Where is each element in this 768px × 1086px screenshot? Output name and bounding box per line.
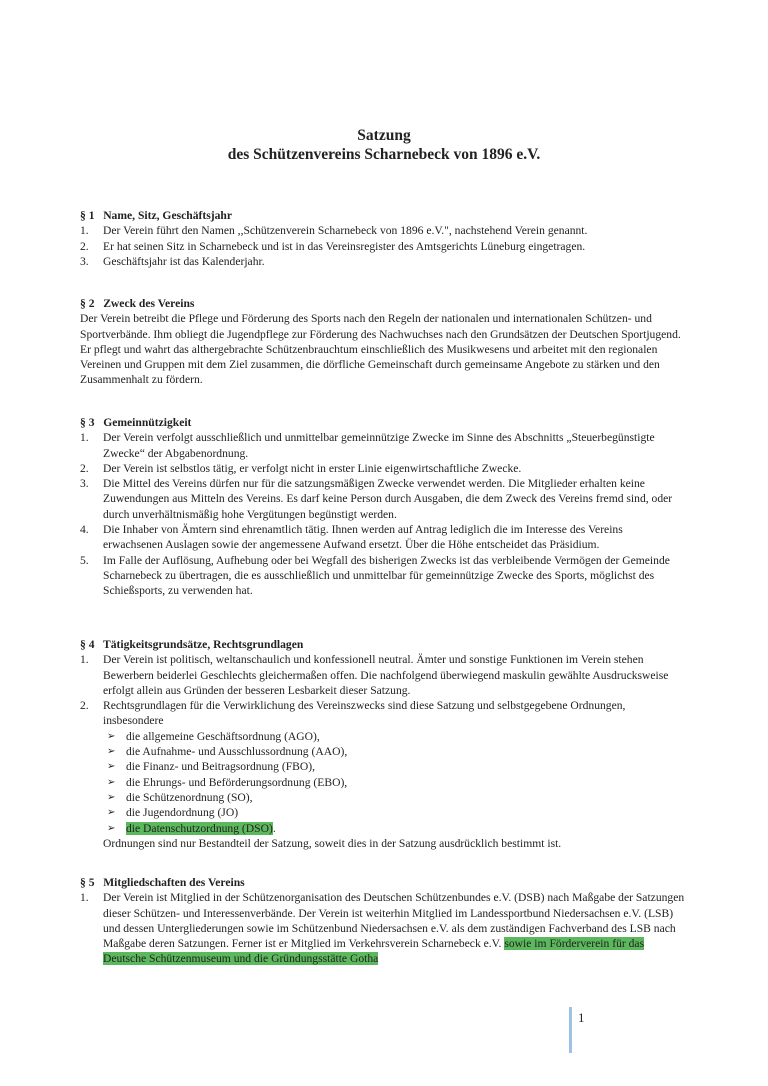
section-heading: § 4 Tätigkeitsgrundsätze, Rechtsgrundlagen [80, 638, 304, 651]
list-item [80, 430, 685, 461]
arrowhead-bullet-icon: ➢ [107, 761, 116, 773]
order-item [103, 729, 685, 744]
item-number: 2. [80, 461, 89, 475]
orders-list [103, 729, 685, 836]
order-text: die Aufnahme- und Ausschlussordnung (AAO), [126, 745, 348, 759]
section-heading: § 1 Name, Sitz, Geschäftsjahr [80, 209, 232, 222]
document-title: Satzung [357, 127, 411, 144]
item-number: 5. [80, 553, 89, 567]
page-number: 1 [578, 1010, 585, 1025]
order-item [103, 805, 685, 820]
item-text: Geschäftsjahr ist das Kalenderjahr. [103, 254, 265, 268]
item-text: Rechtsgrundlagen für die Verwirklichung des Vereinszwecks sind diese Satzung und selbstgegebene Ordnungen, insbesondere [103, 699, 626, 728]
item-text: Der Verein ist selbstlos tätig, er verfolgt nicht in erster Linie eigenwirtschaftliche Zwecke. [103, 461, 522, 475]
list-item [80, 890, 685, 966]
order-text: die Ehrungs- und Beförderungsordnung (EBO), [126, 775, 348, 789]
section-heading: § 2 Zweck des Vereins [80, 297, 195, 310]
item-number: 2. [80, 699, 89, 713]
highlighted-text: die Datenschutzordnung (DSO) [126, 821, 273, 835]
list-item [80, 698, 685, 851]
item-text: Der Verein ist politisch, weltanschaulich und konfessionell neutral. Ämter und sonstige Funktionen im Verein stehen Bewerbern beiderlei Geschlechts gleichermaßen offen. Die nachfolgend überwiegend maskulin gewählte Ausdrucksweise erfolgt allein aus Gründen der besseren Lesbarkeit dieser Satzung. [103, 653, 669, 697]
list-item [80, 223, 685, 238]
section-paragraph: Der Verein betreibt die Pflege und Förderung des Sports nach den Regeln der nationalen und internationalen Schützen- und Sportverbände. Ihm obliegt die Jugendpflege zur Förderung des Nachwuchses nach den Grundsätzen der Deutschen Sportjugend. Er pflegt und wahrt das althergebrachte Schützenbrauchtum einschließlich des Musikwesens und arbeitet mit den regionalen Vereinen und Gruppen mit dem Ziel zusammen, die dörfliche Gemeinschaft durch gemeinsame Angebote zu stärken und den Zusammenhalt zu fördern. [80, 312, 681, 387]
section-heading: § 5 Mitgliedschaften des Vereins [80, 876, 245, 889]
arrowhead-bullet-icon: ➢ [107, 776, 116, 788]
arrowhead-bullet-icon: ➢ [107, 746, 116, 758]
section-heading: § 3 Gemeinnützigkeit [80, 416, 192, 429]
arrowhead-bullet-icon: ➢ [107, 730, 116, 742]
order-item [103, 759, 685, 774]
list-item [80, 461, 685, 476]
item-text: Der Verein führt den Namen ,,Schützenverein Scharnebeck von 1896 e.V.", nachstehend Verein genannt. [103, 224, 588, 238]
section-2 [80, 296, 685, 388]
order-text: die Finanz- und Beitragsordnung (FBO), [126, 760, 316, 774]
order-text: die Jugendordnung (JO) [126, 806, 239, 820]
order-text: die Schützenordnung (SO), [126, 790, 253, 804]
item-number: 1. [80, 891, 89, 905]
item-number: 3. [80, 477, 89, 491]
list-item [80, 652, 685, 698]
order-item [103, 744, 685, 759]
order-item [103, 775, 685, 790]
arrowhead-bullet-icon: ➢ [107, 791, 116, 803]
item-text: Der Verein verfolgt ausschließlich und unmittelbar gemeinnützige Zwecke im Sinne des Abschnitts „Steuerbegünstigte Zwecke“ der Abgabenordnung. [103, 431, 655, 460]
list-item [80, 476, 685, 522]
arrowhead-bullet-icon: ➢ [107, 822, 116, 834]
order-suffix: . [272, 821, 276, 835]
order-item [103, 821, 685, 836]
page-number-rule [569, 1007, 572, 1053]
item-text: Der Verein ist Mitglied in der Schützenorganisation des Deutschen Schützenbundes e.V. (DSB) nach Maßgabe der Satzungen dieser Schützen- und Interessenverbände. Der Verein ist weiterhin Mitglied im Landessportbund Niedersachsen e.V. (LSB) und dessen Untergliederungen sowie im Schützenbund Niedersachsen e.V. als dem zuständigen Fachverband des LSB nach Maßgabe deren Satzungen. Ferner ist er Mitglied im Verkehrsverein Scharnebeck e.V. [103, 891, 685, 951]
document-subtitle: des Schützenvereins Scharnebeck von 1896 e.V. [227, 146, 541, 163]
item-number: 2. [80, 239, 89, 253]
item-number: 1. [80, 431, 89, 445]
section-1 [80, 208, 685, 269]
item-text: Die Mittel des Vereins dürfen nur für die satzungsmäßigen Zwecke verwendet werden. Die Mitglieder erhalten keine Zuwendungen aus Mitteln des Vereins. Es darf keine Person durch Ausgaben, die dem Zweck des Vereins fremd sind, oder durch unverhältnismäßig hohe Vergütungen begünstigt werden. [103, 477, 673, 521]
list-item [80, 553, 685, 599]
list-item [80, 254, 685, 269]
section-3 [80, 415, 685, 599]
item-number: 1. [80, 224, 89, 238]
list-item [80, 522, 685, 553]
item-text: Die Inhaber von Ämtern sind ehrenamtlich tätig. Ihnen werden auf Antrag lediglich die im Interesse des Vereins erwachsenen Auslagen sowie der angemessene Aufwand ersetzt. Über die Höhe entscheidet das Präsidium. [103, 523, 623, 552]
item-number: 4. [80, 523, 89, 537]
order-text: die allgemeine Geschäftsordnung (AGO), [126, 729, 320, 743]
item-number: 3. [80, 254, 89, 268]
arrowhead-bullet-icon: ➢ [107, 807, 116, 819]
order-item [103, 790, 685, 805]
section-5 [80, 875, 685, 967]
item-text: Er hat seinen Sitz in Scharnebeck und ist in das Vereinsregister des Amtsgerichts Lüneburg eingetragen. [103, 239, 586, 253]
list-item [80, 239, 685, 254]
item-text: Im Falle der Auflösung, Aufhebung oder bei Wegfall des bisherigen Zwecks ist das verbleibende Vermögen der Gemeinde Scharnebeck zu übertragen, die es ausschließlich und unmittelbar für gemeinnützige Zwecke des Sports, möglichst des Schießsports, zu verwenden hat. [103, 553, 670, 598]
item-number: 1. [80, 653, 89, 667]
section-4 [80, 637, 685, 851]
orders-closing-text: Ordnungen sind nur Bestandteil der Satzung, soweit dies in der Satzung ausdrücklich bestimmt ist. [103, 836, 562, 850]
highlighted-text: sowie im Förderverein für das Deutsche Schützenmuseum und die Gründungsstätte Gotha [103, 937, 645, 966]
